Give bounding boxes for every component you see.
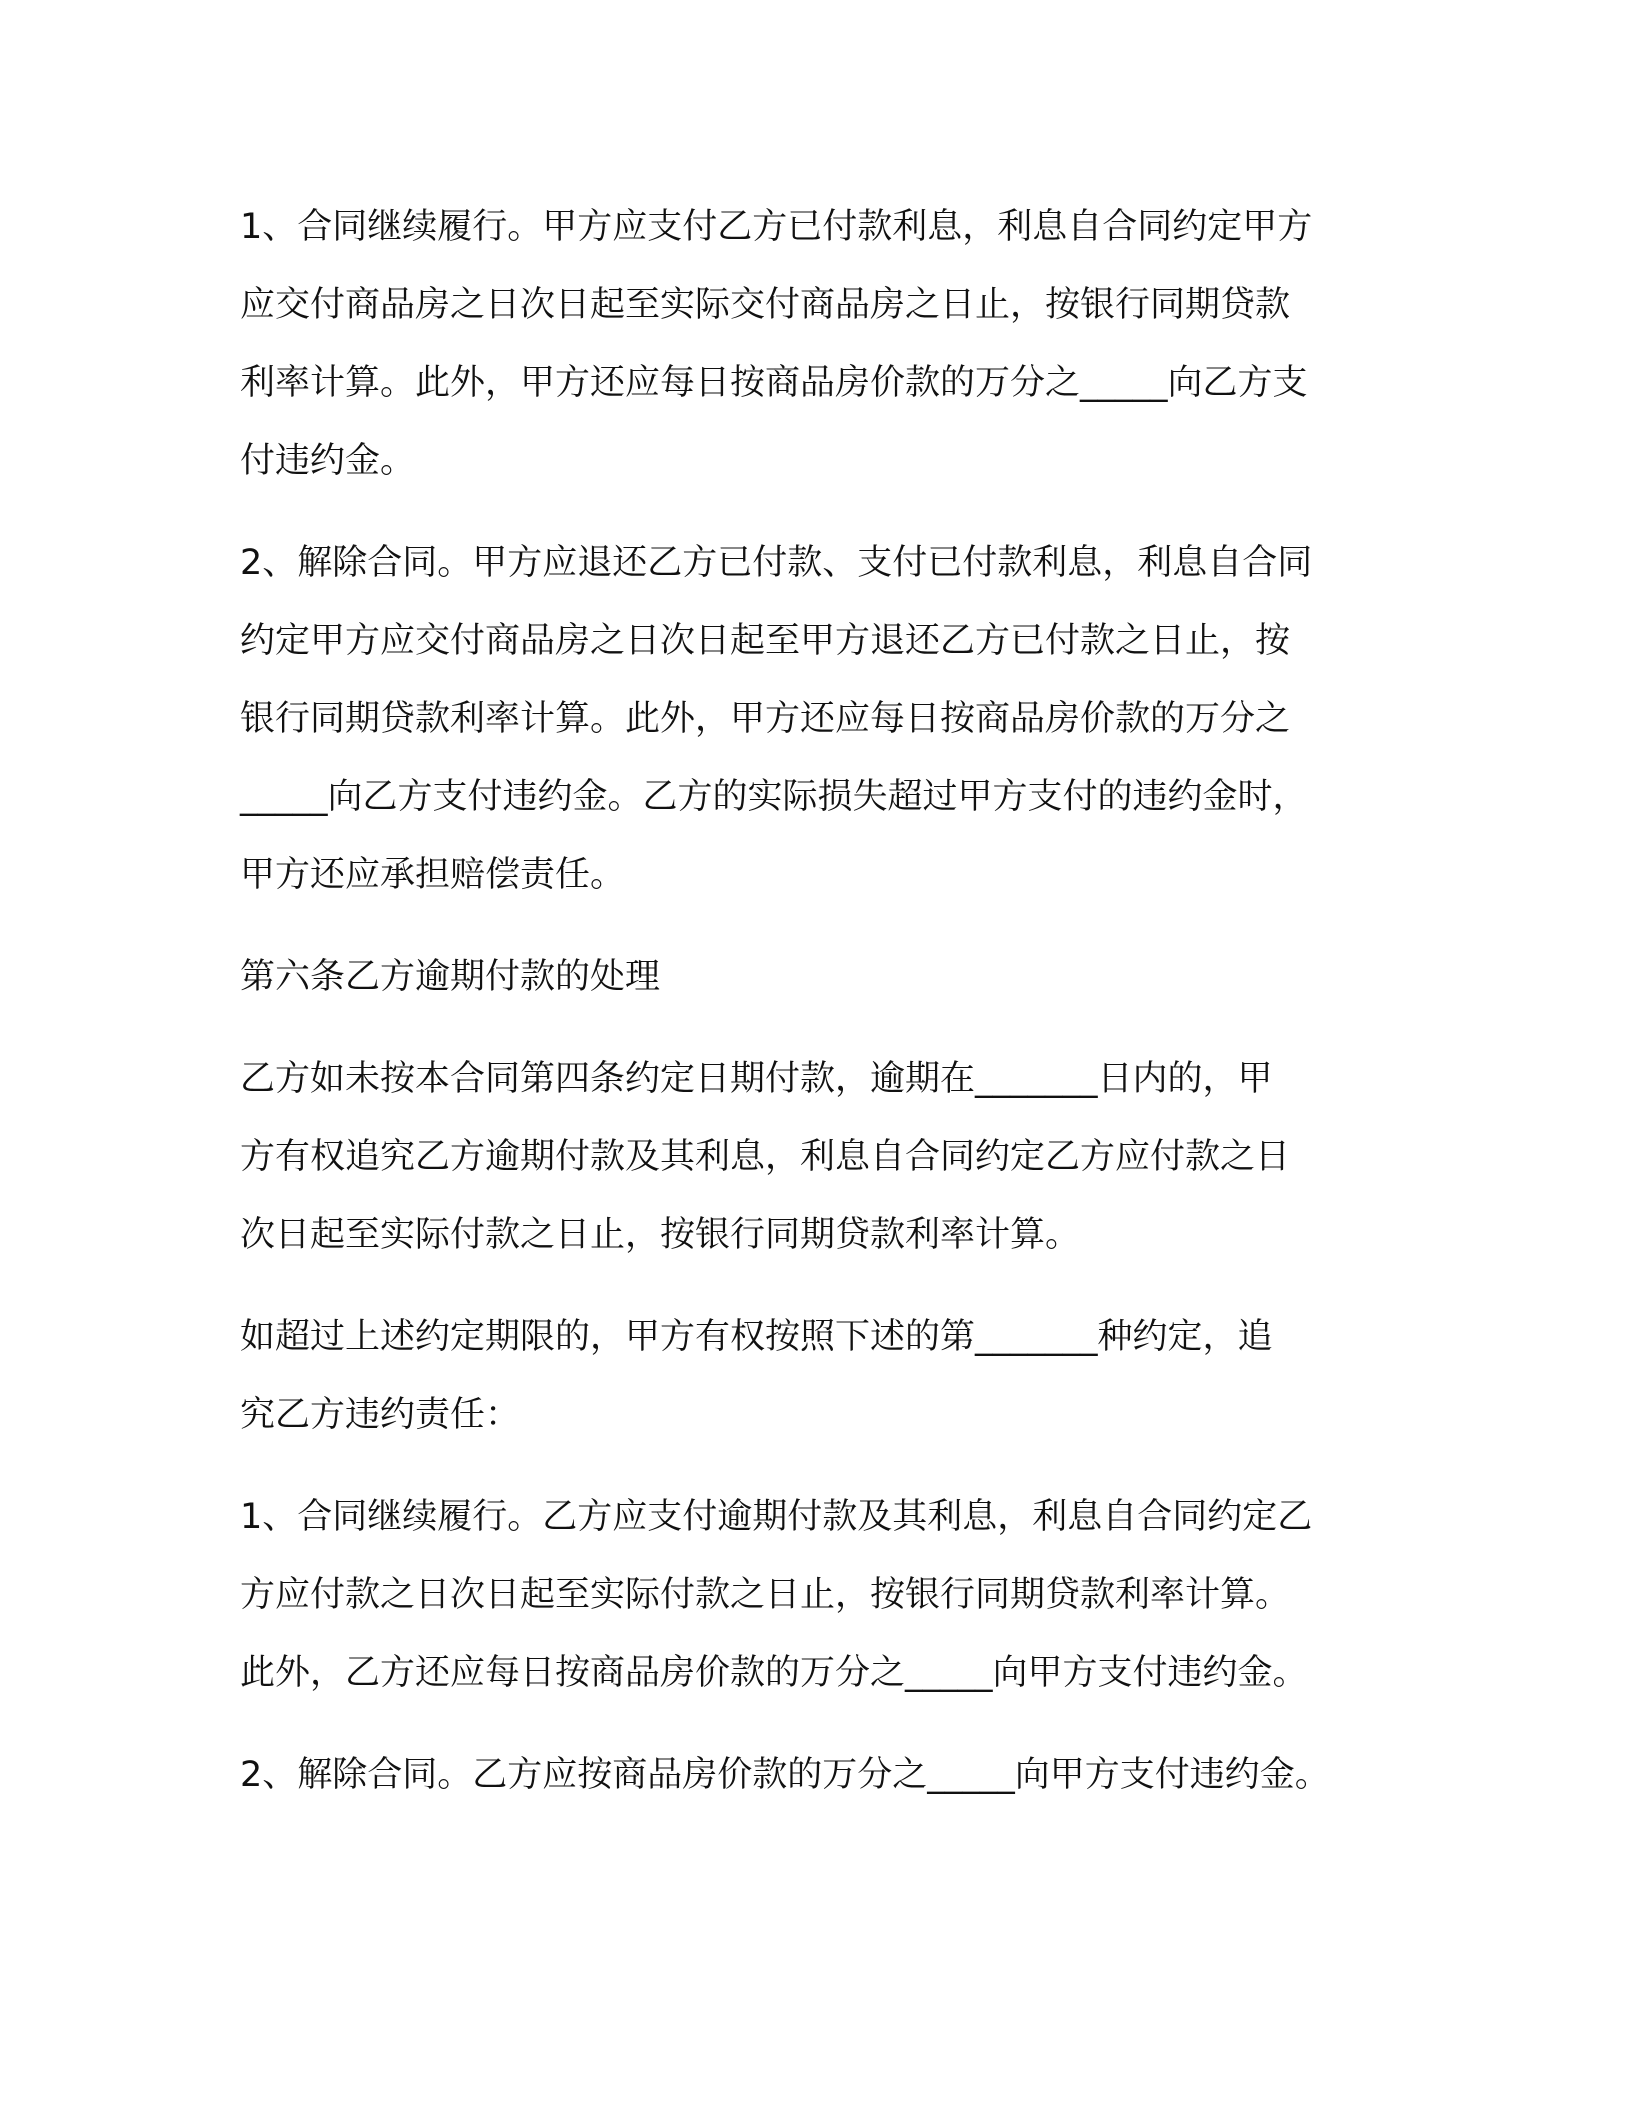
text-line: 1、合同继续履行。乙方应支付逾期付款及其利息，利息自合同约定乙 xyxy=(240,1497,1313,1537)
text-line: 方应付款之日次日起至实际付款之日止，按银行同期贷款利率计算。 xyxy=(240,1575,1291,1615)
clause-2-terminate-contract-buyer xyxy=(240,1736,1400,1814)
text-line: 乙方如未按本合同第四条约定日期付款，逾期在_______日内的，甲 xyxy=(240,1059,1273,1099)
text-line: 此外，乙方还应每日按商品房价款的万分之_____向甲方支付违约金。 xyxy=(240,1653,1308,1693)
text-line: 应交付商品房之日次日起至实际交付商品房之日止，按银行同期贷款 xyxy=(240,285,1291,325)
clause-1-continue-performance-buyer xyxy=(240,1478,1400,1712)
text-line: 约定甲方应交付商品房之日次日起至甲方退还乙方已付款之日止，按 xyxy=(240,621,1291,661)
text-line: 如超过上述约定期限的，甲方有权按照下述的第_______种约定，追 xyxy=(240,1317,1273,1357)
text-line: 付违约金。 xyxy=(240,441,416,481)
section-heading: 第六条乙方逾期付款的处理 xyxy=(240,957,661,997)
document-body xyxy=(240,188,1400,1838)
text-line: 次日起至实际付款之日止，按银行同期贷款利率计算。 xyxy=(240,1215,1081,1255)
text-line: _____向乙方支付违约金。乙方的实际损失超过甲方支付的违约金时， xyxy=(240,777,1308,817)
article-6-overdue-beyond-limit xyxy=(240,1298,1400,1454)
text-line: 方有权追究乙方逾期付款及其利息，利息自合同约定乙方应付款之日 xyxy=(240,1137,1291,1177)
text-line: 2、解除合同。甲方应退还乙方已付款、支付已付款利息，利息自合同 xyxy=(240,543,1313,583)
text-line: 1、合同继续履行。甲方应支付乙方已付款利息，利息自合同约定甲方 xyxy=(240,207,1313,247)
clause-1-continue-performance-seller xyxy=(240,188,1400,500)
article-6-overdue-within-limit xyxy=(240,1040,1400,1274)
text-line: 究乙方违约责任： xyxy=(240,1395,521,1435)
clause-2-terminate-contract-seller xyxy=(240,524,1400,914)
text-line: 银行同期贷款利率计算。此外，甲方还应每日按商品房价款的万分之 xyxy=(240,699,1291,739)
article-6-heading xyxy=(240,938,1400,1016)
text-line: 利率计算。此外，甲方还应每日按商品房价款的万分之_____向乙方支 xyxy=(240,363,1308,403)
text-line: 甲方还应承担赔偿责任。 xyxy=(240,855,626,895)
text-line: 2、解除合同。乙方应按商品房价款的万分之_____向甲方支付违约金。 xyxy=(240,1755,1330,1795)
